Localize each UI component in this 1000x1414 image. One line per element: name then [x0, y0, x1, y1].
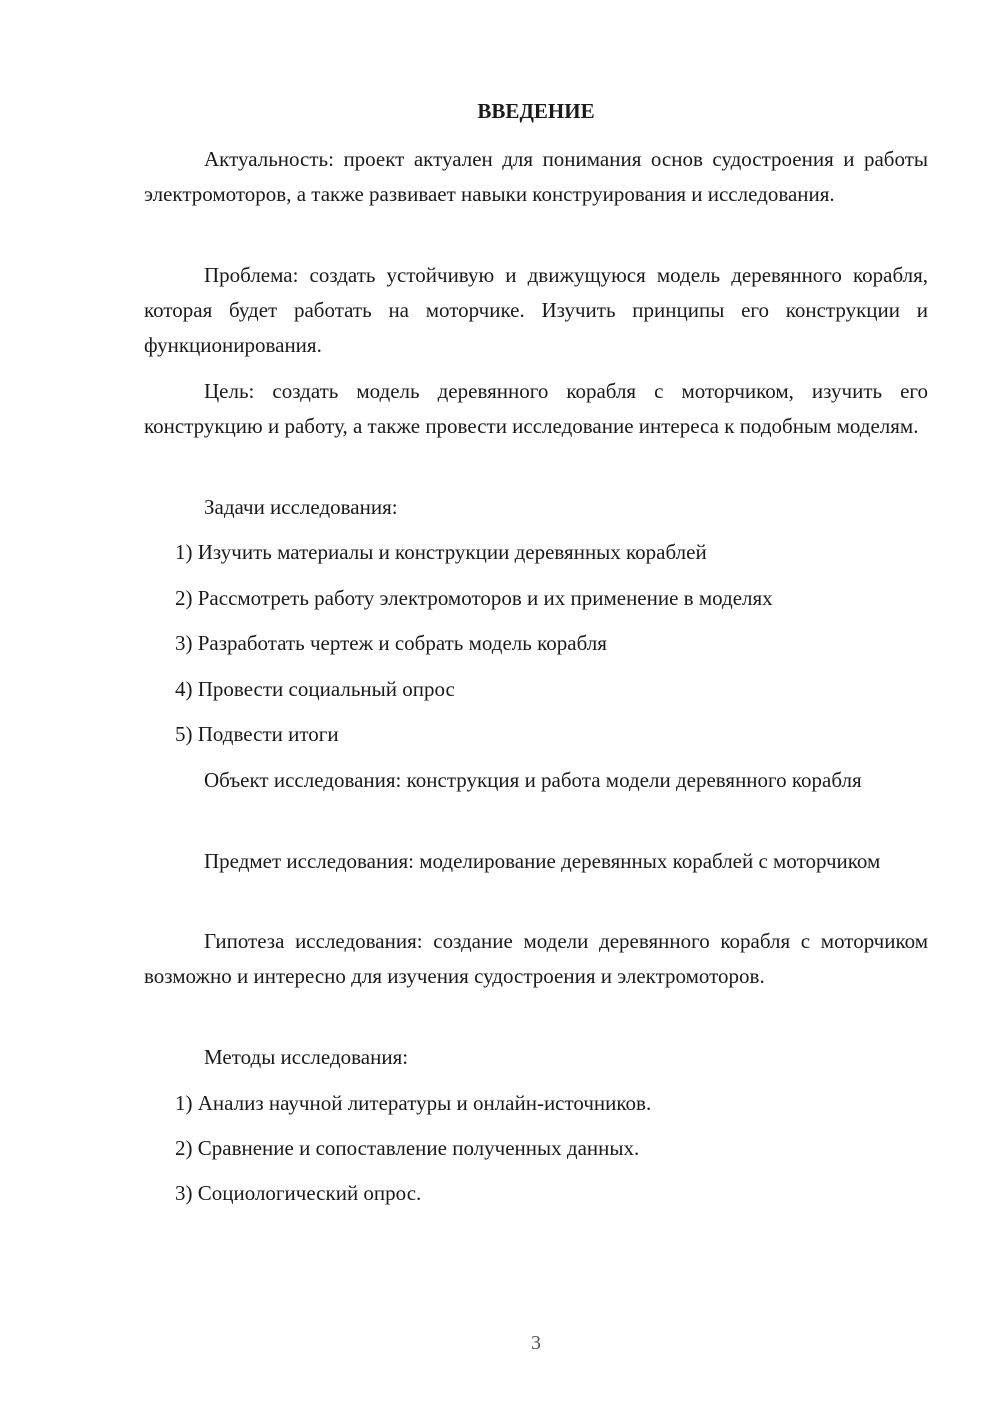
- task-item: 5) Подвести итоги: [175, 722, 339, 746]
- task-item: 1) Изучить материалы и конструкции деревянных кораблей: [175, 540, 707, 564]
- problem-paragraph: Проблема: создать устойчивую и движущуюся модель деревянного корабля, которая будет работать на моторчике. Изучить принципы его конструкции и функционирования.: [144, 263, 928, 357]
- task-item: 3) Разработать чертеж и собрать модель корабля: [175, 631, 607, 655]
- hypothesis-paragraph: Гипотеза исследования: создание модели деревянного корабля с моторчиком возможно и интересно для изучения судостроения и электромоторов.: [144, 929, 928, 988]
- task-item: 4) Провести социальный опрос: [175, 677, 455, 701]
- document-page: [144, 0, 928, 1414]
- method-item: 3) Социологический опрос.: [175, 1181, 422, 1205]
- page-number: 3: [531, 1332, 541, 1354]
- object-paragraph: Объект исследования: конструкция и работа модели деревянного корабля: [204, 768, 862, 792]
- task-item: 2) Рассмотреть работу электромоторов и их применение в моделях: [175, 586, 773, 610]
- relevance-paragraph: Актуальность: проект актуален для понимания основ судостроения и работы электромоторов, а также развивает навыки конструирования и исследования.: [144, 147, 928, 206]
- subject-paragraph: Предмет исследования: моделирование деревянных кораблей с моторчиком: [204, 849, 881, 873]
- method-item: 1) Анализ научной литературы и онлайн-источников.: [175, 1091, 652, 1115]
- section-heading: ВВЕДЕНИЕ: [477, 99, 595, 123]
- goal-paragraph: Цель: создать модель деревянного корабля с моторчиком, изучить его конструкцию и работу, а также провести исследование интереса к подобным моделям.: [144, 379, 928, 438]
- method-item: 2) Сравнение и сопоставление полученных данных.: [175, 1136, 640, 1160]
- methods-label: Методы исследования:: [204, 1045, 409, 1069]
- tasks-label: Задачи исследования:: [204, 495, 398, 519]
